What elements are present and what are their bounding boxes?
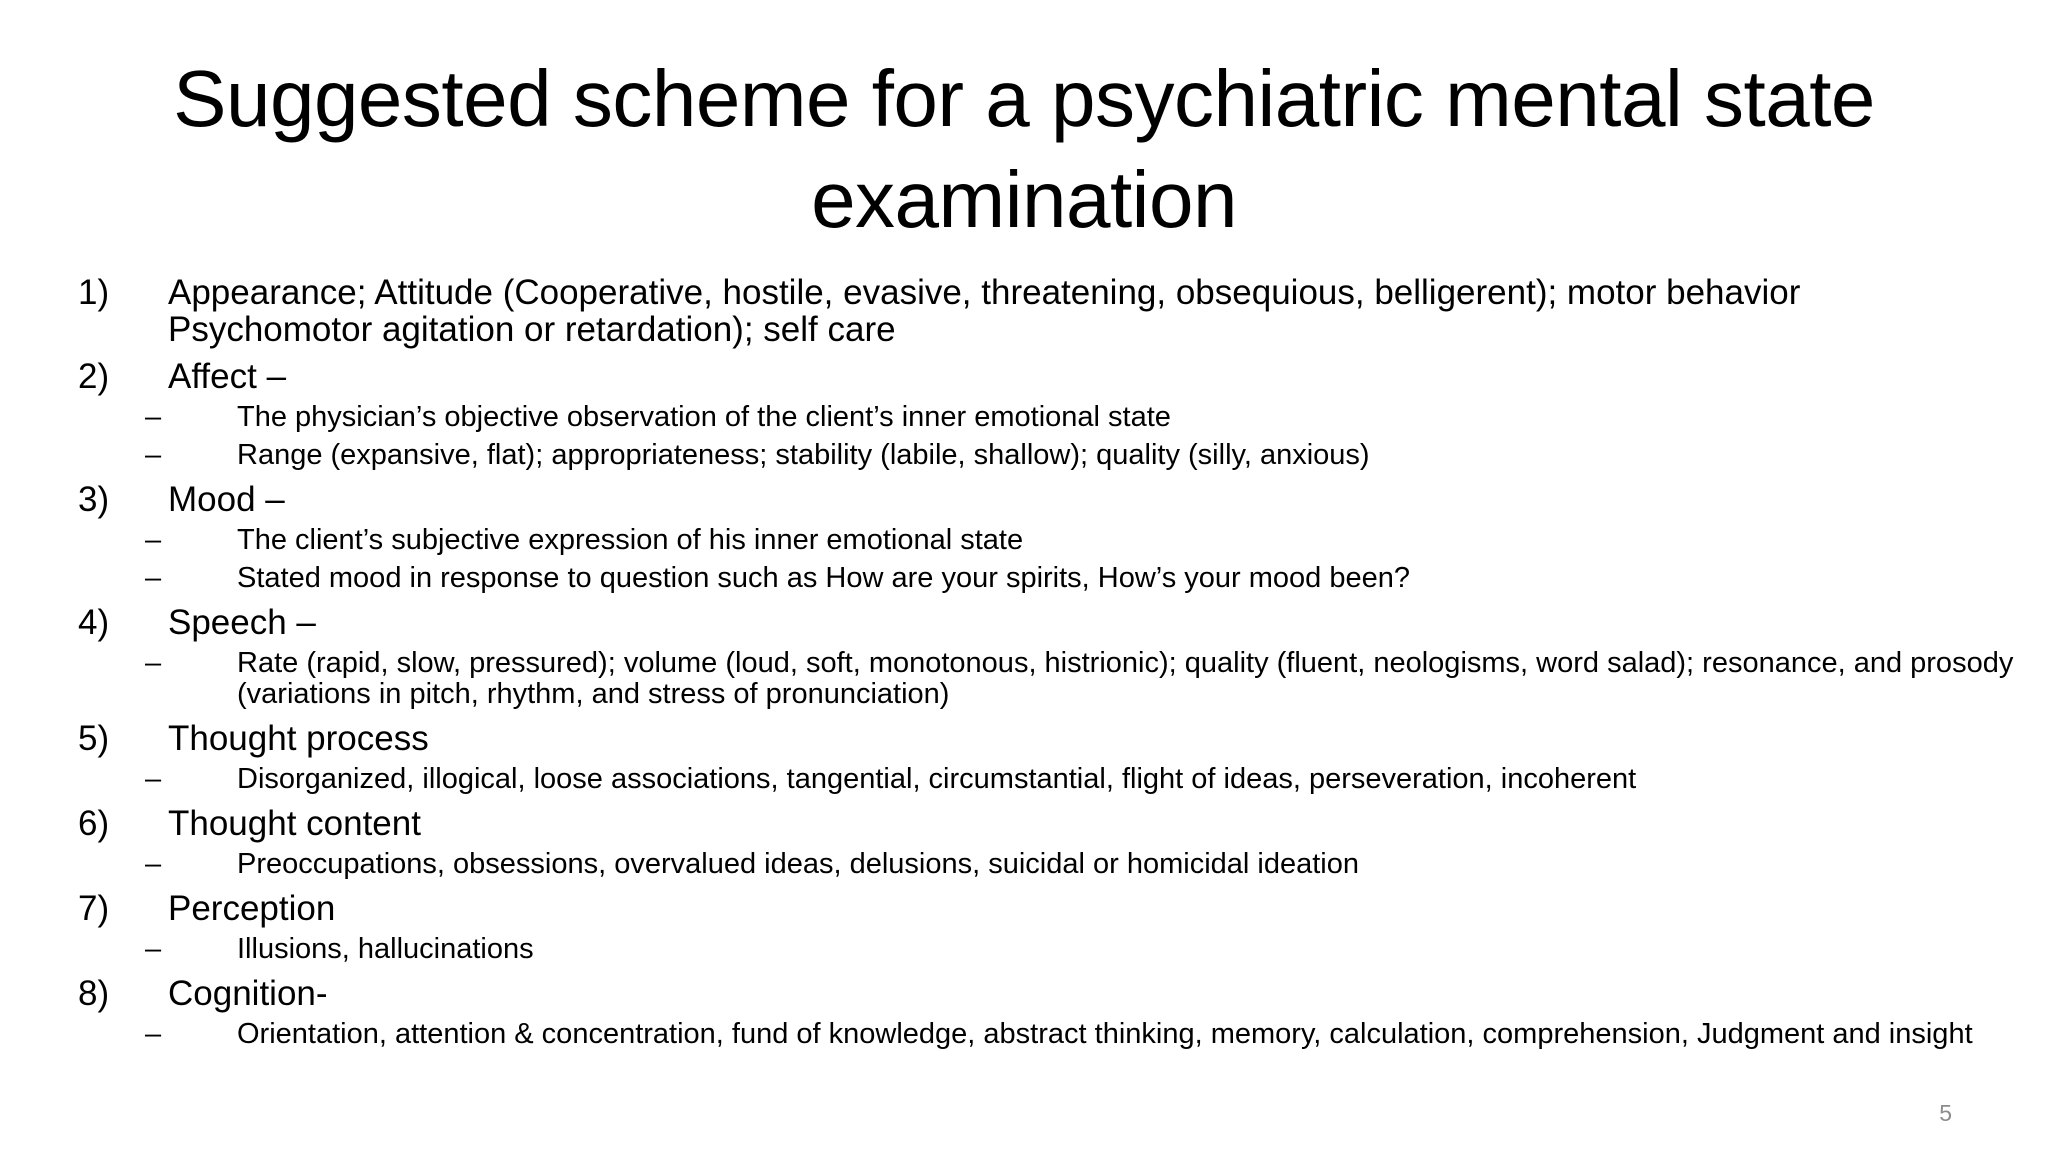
sub-item	[78, 440, 2037, 471]
sub-item-text: Disorganized, illogical, loose associations, tangential, circumstantial, flight of ideas, perseveration, incoherent	[237, 763, 1637, 795]
item-number: 1)	[78, 273, 110, 312]
page-number: 5	[1939, 1100, 1952, 1126]
list-item-4	[78, 604, 1978, 641]
item-text: Appearance; Attitude (Cooperative, hostile, evasive, threatening, obsequious, belligerent); motor behavior Psychomotor agitation or retardation); self care	[168, 273, 1801, 349]
list-item-3	[78, 481, 1978, 518]
list-item-2	[78, 358, 1978, 395]
sub-item-text: Range (expansive, flat); appropriateness; stability (labile, shallow); quality (silly, anxious)	[237, 439, 1370, 471]
item-text: Thought content	[168, 804, 421, 843]
item-text: Cognition-	[168, 974, 328, 1013]
item-number: 3)	[78, 480, 110, 519]
list-item-7	[78, 890, 1978, 927]
sub-item	[78, 849, 2037, 880]
item-text: Mood –	[168, 480, 285, 519]
dash-bullet: –	[145, 1018, 162, 1050]
dash-bullet: –	[145, 848, 162, 880]
item-text: Affect –	[168, 357, 287, 396]
item-number: 6)	[78, 804, 110, 843]
sub-item-text: Orientation, attention & concentration, fund of knowledge, abstract thinking, memory, calculation, comprehension, Judgment and insight	[237, 1018, 1973, 1050]
item-text: Perception	[168, 889, 336, 928]
item-text: Thought process	[168, 719, 429, 758]
sub-item	[78, 764, 2037, 795]
item-number: 4)	[78, 603, 110, 642]
item-number: 5)	[78, 719, 110, 758]
sub-item	[78, 1019, 2037, 1050]
item-text: Speech –	[168, 603, 316, 642]
sub-item	[78, 648, 2037, 710]
sub-item-text: Illusions, hallucinations	[237, 933, 534, 965]
sub-item-text: Preoccupations, obsessions, overvalued ideas, delusions, suicidal or homicidal ideation	[237, 848, 1359, 880]
dash-bullet: –	[145, 524, 162, 556]
item-number: 2)	[78, 357, 110, 396]
sub-item	[78, 934, 2037, 965]
list-item-1	[78, 274, 1978, 348]
item-number: 7)	[78, 889, 110, 928]
sub-item	[78, 402, 2037, 433]
sub-item-text: The client’s subjective expression of his inner emotional state	[237, 524, 1024, 556]
list-item-6	[78, 805, 1978, 842]
dash-bullet: –	[145, 933, 162, 965]
dash-bullet: –	[145, 763, 162, 795]
list-item-8	[78, 975, 1978, 1012]
sub-item	[78, 525, 2037, 556]
sub-item	[78, 563, 2037, 594]
dash-bullet: –	[145, 439, 162, 471]
sub-item-text: Rate (rapid, slow, pressured); volume (loud, soft, monotonous, histrionic); quality (fluent, neologisms, word salad); resonance, and prosody (variations in pitch, rhythm, and stress of pronunciation)	[237, 647, 2014, 710]
sub-item-text: Stated mood in response to question such as How are your spirits, How’s your mood been?	[237, 562, 1410, 594]
dash-bullet: –	[145, 562, 162, 594]
dash-bullet: –	[145, 647, 162, 679]
list-item-5	[78, 720, 1978, 757]
sub-item-text: The physician’s objective observation of the client’s inner emotional state	[237, 401, 1171, 433]
item-number: 8)	[78, 974, 110, 1013]
dash-bullet: –	[145, 401, 162, 433]
slide-title: Suggested scheme for a psychiatric mental state examination	[173, 54, 1875, 244]
numbered-list	[78, 270, 2014, 1050]
